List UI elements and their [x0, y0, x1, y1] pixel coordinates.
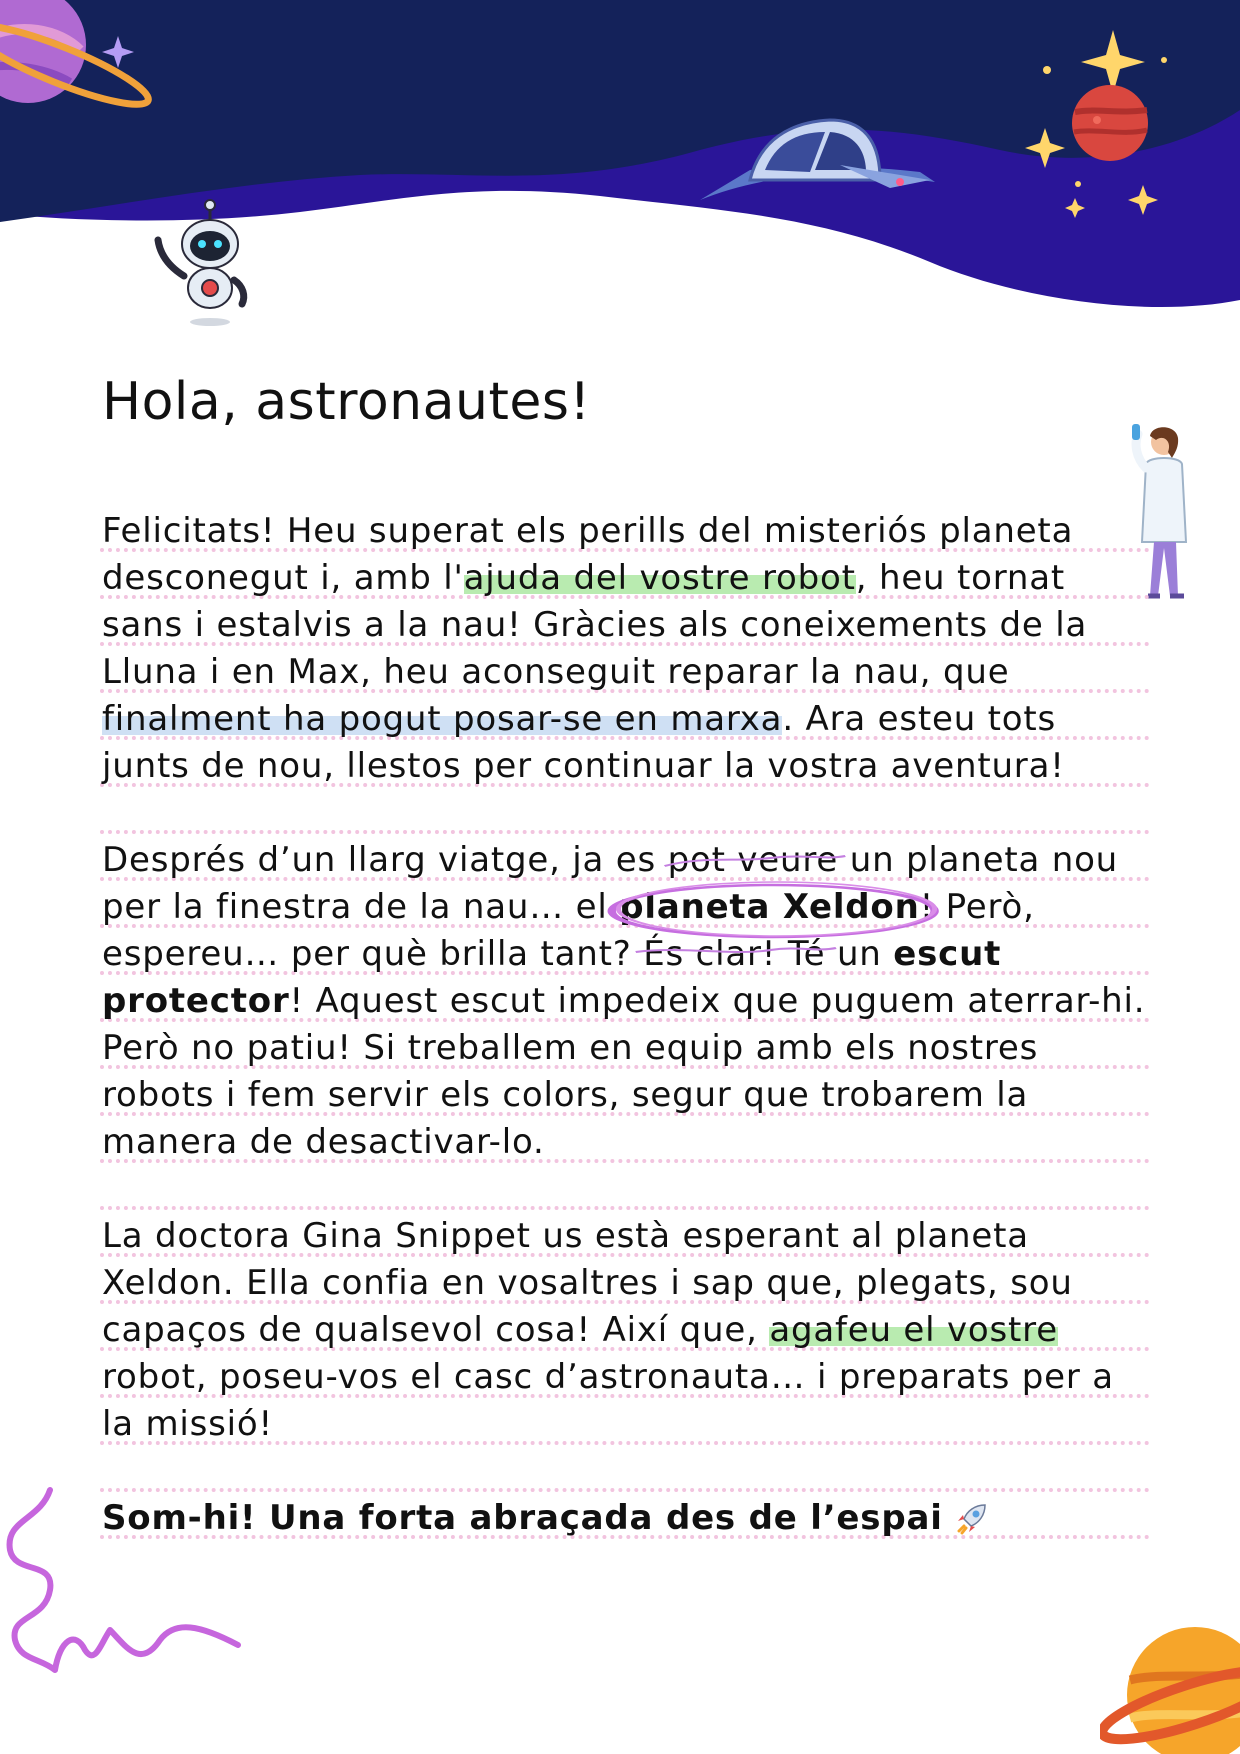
- paragraph-intro: [102, 508, 1152, 790]
- planet-with-ring-icon: [0, 0, 170, 120]
- paragraph-text: . Ara esteu tots junts de nou, llestos per continuar la vostra aventura!: [102, 699, 1065, 786]
- paragraph-text: La doctora Gina Snippet us està esperant al planeta Xeldon. Ella confia en vosaltres i sap que, plegats, sou capaços de qualsevol cosa! Així que,: [102, 1216, 1073, 1350]
- page-title: Hola, astronautes!: [102, 372, 591, 432]
- scribbled-words: pot veure: [667, 840, 839, 880]
- paragraph-text: ! Aquest escut impedeix que puguem aterrar-hi. Però no patiu! Si treballem en equip amb els nostres robots i fem servir els colors, segur que trobarem la manera de desactivar-lo.: [102, 981, 1146, 1162]
- signoff-text: Som-hi! Una forta abraçada des de l’espai: [102, 1498, 943, 1538]
- robot-icon: [148, 196, 258, 332]
- scribbled-words: És clar! Té: [643, 934, 826, 974]
- paragraph-doctor: [102, 1213, 1152, 1448]
- paragraph-text: un: [825, 934, 894, 974]
- paragraph-text: robot, poseu-vos el casc d’astronauta… i preparats per a la missió!: [102, 1357, 1114, 1444]
- scribble-mark: [643, 942, 825, 974]
- paragraph-text: , heu tornat sans i estalvis a la nau! Gràcies als coneixements de la Lluna i en Max, heu aconseguit reparar la nau, que: [102, 558, 1088, 692]
- orange-planet-icon: [1100, 1610, 1240, 1754]
- circle-mark: [605, 877, 941, 939]
- highlight-blue: finalment ha pogut posar-se en marxa: [102, 699, 783, 739]
- scribble-mark: [668, 848, 838, 880]
- highlight-green: agafeu el vostre: [769, 1310, 1058, 1350]
- paragraph-xeldon: [102, 837, 1152, 1166]
- paragraph-text: Felicitats! Heu superat els perills del misteriós planeta desconegut i, amb l': [102, 511, 1074, 598]
- red-planet-icon: [1065, 78, 1155, 168]
- paragraph-text: un planeta nou per la finestra de la nau… el: [102, 840, 1119, 927]
- scribbled-text: [643, 934, 825, 974]
- circled-planet-name: [619, 887, 919, 927]
- spaceship-icon: [690, 110, 940, 210]
- rocket-icon: [955, 1498, 989, 1538]
- paragraph-text: ! Però, espereu… per què brilla tant?: [102, 887, 1035, 974]
- bold-shield-text: escut protector: [102, 934, 1002, 1021]
- letter-body: [102, 508, 1152, 1542]
- scribbled-text: [668, 840, 838, 880]
- signoff-line: [102, 1495, 1152, 1542]
- highlight-green: ajuda del vostre robot: [463, 558, 856, 598]
- planet-name: planeta Xeldon: [619, 887, 920, 927]
- paragraph-text: Després d’un llarg viatge, ja es: [102, 840, 668, 880]
